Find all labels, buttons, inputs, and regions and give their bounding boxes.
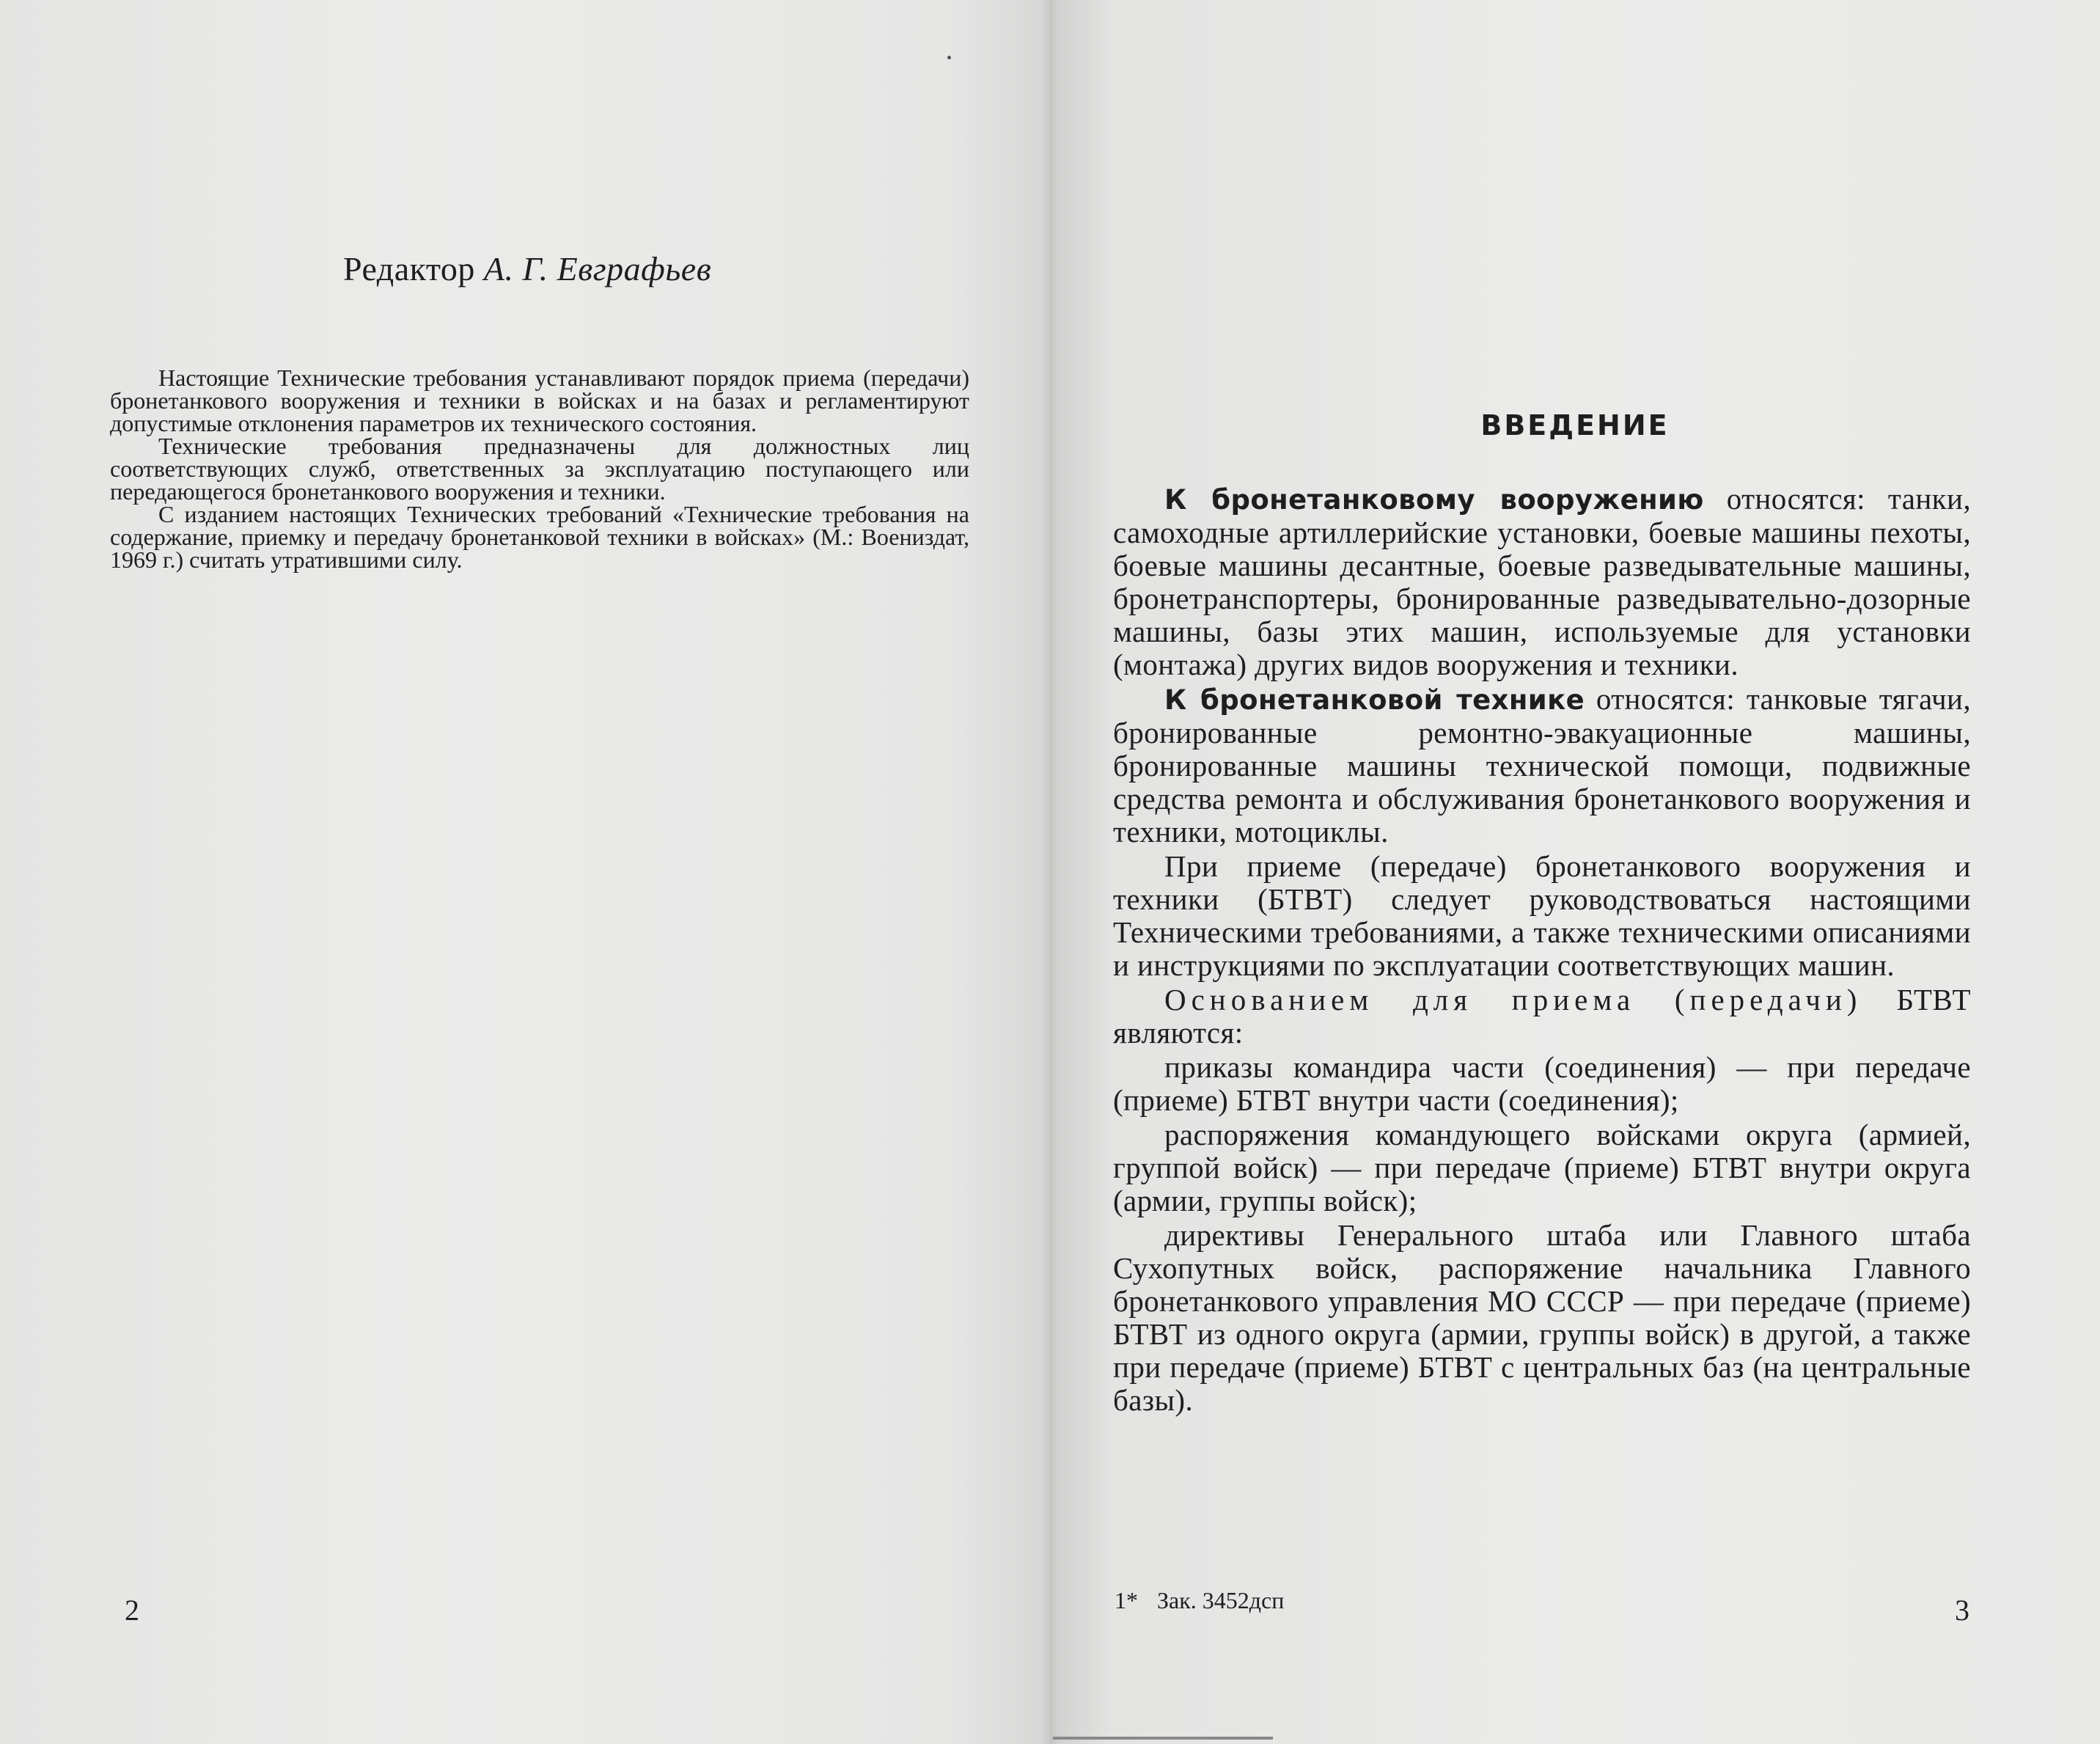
paragraph-armament: [1113, 483, 1971, 681]
term-equipment: К бронетанковой технике: [1164, 684, 1585, 716]
order-note: Зак. 3452дсп: [1157, 1587, 1285, 1613]
abstract: [110, 364, 969, 573]
page-number-right: 3: [1955, 1594, 1969, 1627]
page-number-left: 2: [125, 1594, 139, 1627]
print-footer: [1115, 1587, 1303, 1614]
page-edge-shadow: [1053, 1737, 1273, 1740]
paragraph-armament-text: относятся: танки, самоходные артиллерийские установки, боевые машины пехоты, боевые машины десантные, боевые разведывательные машины, бронетранспортеры, бронированные разведывательно-дозорные машины, базы этих машин, используемые для установки (монтажа) других видов вооружения и техники.: [1113, 482, 1971, 681]
list-item: распоряжения командующего войсками округа (армией, группой войск) — при передаче (приеме) БТВТ внутри округа (армии, группы войск);: [1113, 1118, 1971, 1217]
grounds-spaced-phrase: Основанием для приема (передачи): [1164, 983, 1862, 1016]
abstract-paragraph: С изданием настоящих Технических требований «Технические требования на содержание, приемку и передачу бронетанковой техники в войсках» (М.: Воениздат, 1969 г.) считать утратившими силу.: [110, 501, 969, 573]
paragraph-equipment: [1113, 683, 1971, 849]
list-item: приказы командира части (соединения) — при передаче (приеме) БТВТ внутри части (соединения);: [1113, 1050, 1971, 1117]
paragraph-equipment-text: относятся: танковые тягачи, бронированные ремонтно-эвакуационные машины, бронированные машины технической помощи, подвижные средства ремонта и обслуживания бронетанкового вооружения и техники, мотоциклы.: [1113, 682, 1971, 849]
book-gutter: [1041, 0, 1059, 1744]
abstract-paragraph: Настоящие Технические требования устанавливают порядок приема (передачи) бронетанкового вооружения и техники в войсках и на базах и регламентируют допустимые отклонения параметров их технического состояния.: [110, 364, 969, 436]
introduction-body: [1113, 483, 1971, 1418]
editor-label: Редактор: [343, 250, 475, 287]
section-heading: ВВЕДЕНИЕ: [1480, 409, 1670, 442]
term-armament: К бронетанковому вооружению: [1164, 484, 1704, 516]
editor-name: А. Г. Евграфьев: [483, 250, 712, 287]
editor-credit: [343, 249, 856, 288]
grounds-text: БТВТ являются:: [1113, 983, 1971, 1049]
list-item: директивы Генерального штаба или Главного штаба Сухопутных войск, распоряжение начальника Главного бронетанкового управления МО СССР — при передаче (приеме) БТВТ из одного округа (армии, группы войск) в другой, а также при передаче (приеме) БТВТ с центральных баз (на центральные базы).: [1113, 1218, 1971, 1417]
abstract-paragraph: Технические требования предназначены для должностных лиц соответствующих служб, ответственных за эксплуатацию поступающего или передающегося бронетанкового вооружения и техники.: [110, 433, 969, 505]
paragraph-grounds: [1113, 983, 1971, 1049]
print-speck: [947, 56, 951, 59]
signature-mark: 1*: [1115, 1587, 1138, 1613]
paragraph-guidance: При приеме (передаче) бронетанкового вооружения и техники (БТВТ) следует руководствоваться настоящими Техническими требованиями, а также техническими описаниями и инструкциями по эксплуатации соответствующих машин.: [1113, 849, 1971, 982]
right-page: [1050, 0, 2100, 1744]
